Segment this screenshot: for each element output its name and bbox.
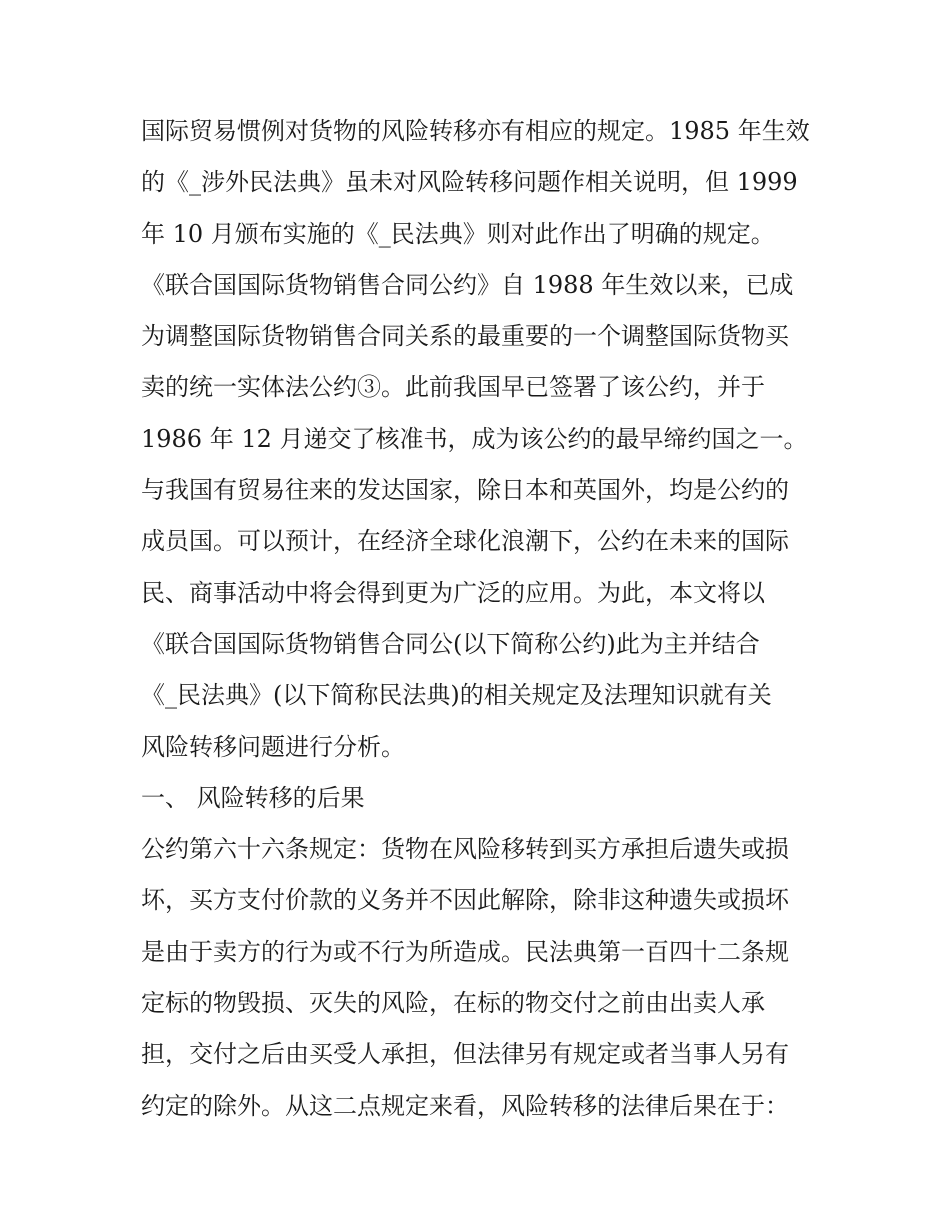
text-line-15: 公约第六十六条规定：货物在风险移转到买方承担后遗失或损 [141, 835, 789, 864]
text-line-13: 风险转移问题进行分析。 [141, 732, 405, 761]
text-line-20: 约定的除外。从这二点规定来看，风险转移的法律后果在于： [141, 1091, 789, 1120]
text-line-10: 民、商事活动中将会得到更为广泛的应用。为此，本文将以 [141, 578, 765, 607]
text-line-7: 1986 年 12 月递交了核准书，成为该公约的最早缔约国之一。 [141, 424, 808, 453]
section-heading: 一、 风险转移的后果 [141, 783, 365, 812]
text-line-16: 坏，买方支付价款的义务并不因此解除，除非这种遗失或损坏 [141, 886, 789, 915]
text-line-4: 《联合国国际货物销售合同公约》自 1988 年生效以来，已成 [141, 270, 794, 299]
body-text [141, 106, 821, 1132]
text-line-19: 担，交付之后由买受人承担，但法律另有规定或者当事人另有 [141, 1040, 789, 1069]
text-line-11: 《联合国国际货物销售合同公(以下简称公约)此为主并结合 [141, 629, 760, 658]
text-line-3: 年 10 月颁布实施的《_民法典》则对此作出了明确的规定。 [141, 219, 775, 248]
text-line-5: 为调整国际货物销售合同关系的最重要的一个调整国际货物买 [141, 322, 789, 351]
text-line-1: 国际贸易惯例对货物的风险转移亦有相应的规定。1985 年生效 [141, 117, 810, 145]
text-line-8: 与我国有贸易往来的发达国家，除日本和英国外，均是公约的 [141, 476, 789, 505]
text-line-18: 定标的物毁损、灭失的风险，在标的物交付之前由出卖人承 [141, 989, 765, 1018]
text-line-2: 的《_涉外民法典》虽未对风险转移问题作相关说明，但 1999 [141, 168, 798, 197]
text-line-12: 《_民法典》(以下简称民法典)的相关规定及法理知识就有关 [141, 681, 772, 710]
text-line-6: 卖的统一实体法公约③。此前我国早已签署了该公约，并于 [141, 373, 765, 402]
text-line-17: 是由于卖方的行为或不行为所造成。民法典第一百四十二条规 [141, 937, 789, 966]
text-line-9: 成员国。可以预计，在经济全球化浪潮下，公约在未来的国际 [141, 527, 789, 556]
